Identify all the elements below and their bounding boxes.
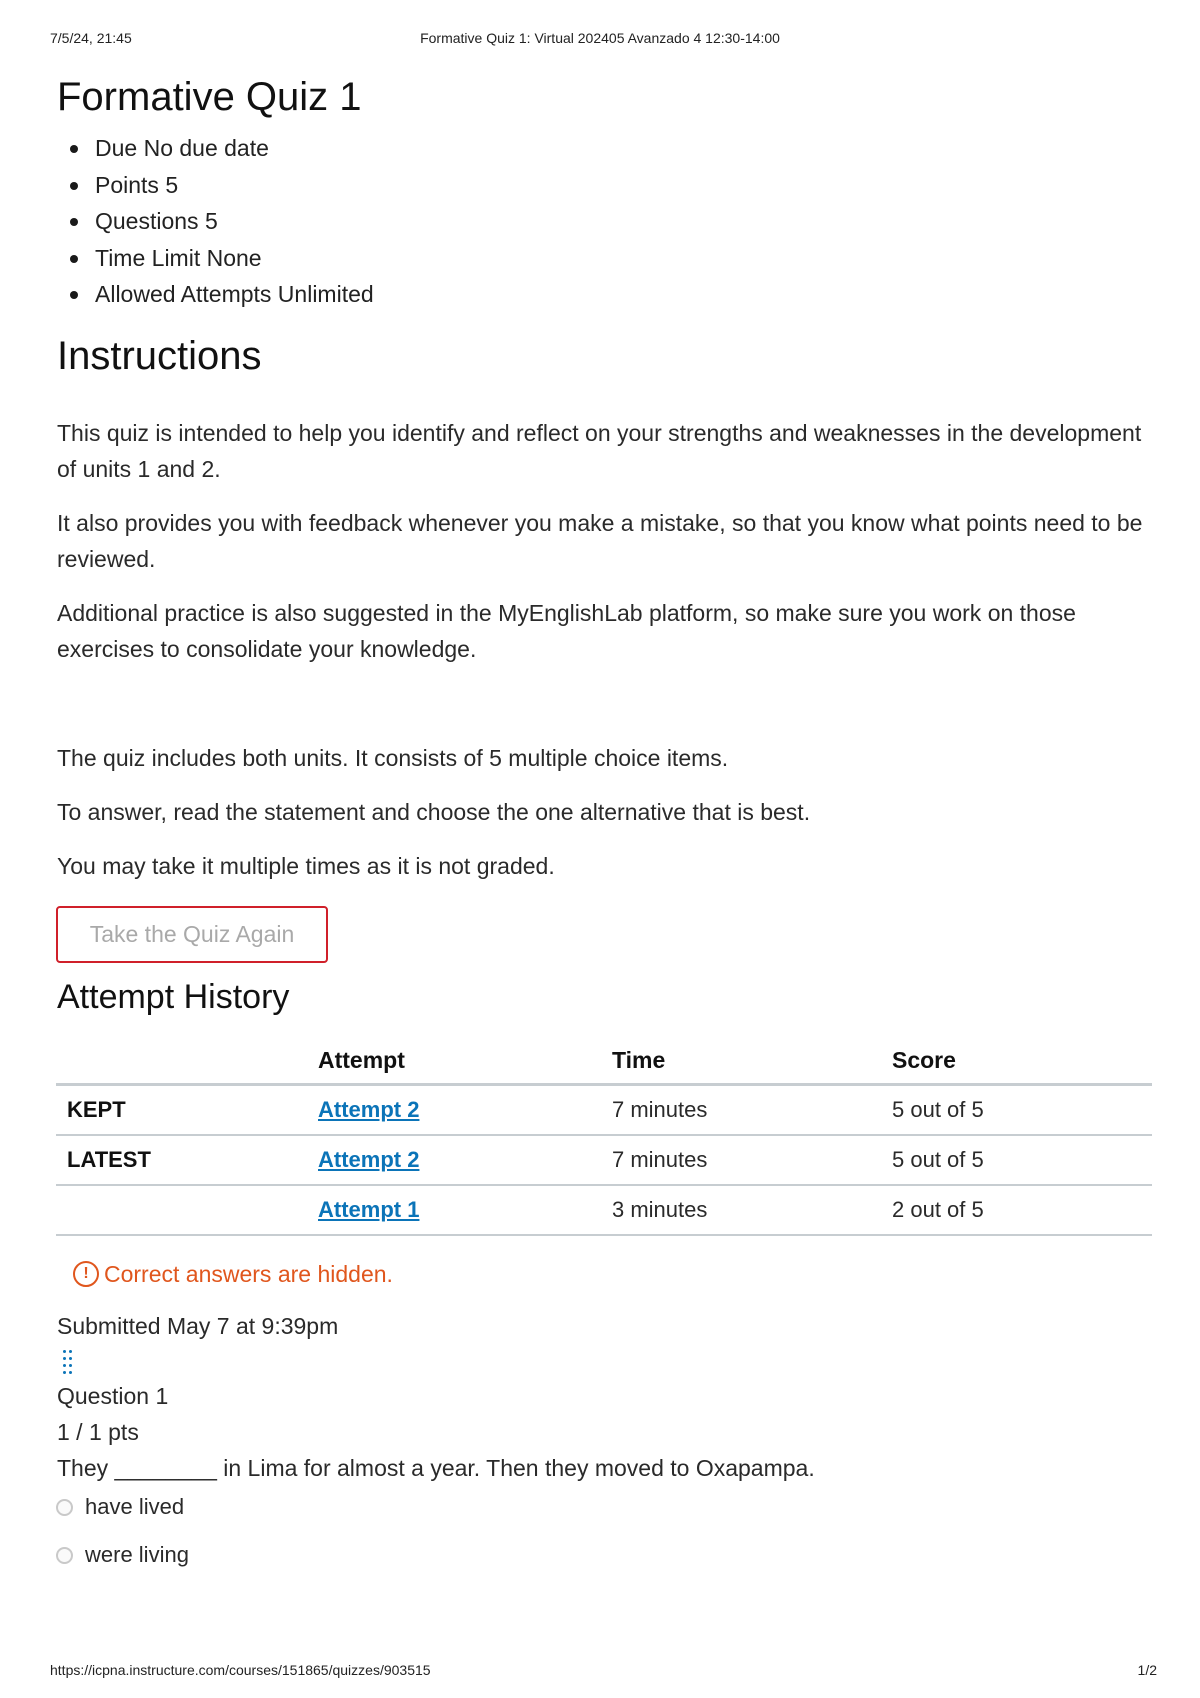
print-datetime: 7/5/24, 21:45 — [50, 30, 132, 46]
attempt-time: 3 minutes — [612, 1185, 892, 1235]
attempt-link[interactable]: Attempt 2 — [318, 1147, 420, 1172]
attempt-status: LATEST — [56, 1135, 318, 1185]
column-header-time: Time — [612, 1037, 892, 1085]
radio-button[interactable] — [56, 1499, 73, 1516]
quiz-title: Formative Quiz 1 — [57, 75, 362, 119]
bullet-icon — [70, 182, 78, 190]
column-header-attempt: Attempt — [318, 1037, 612, 1085]
drag-handle-icon[interactable] — [61, 1348, 75, 1374]
instructions-heading: Instructions — [57, 333, 262, 378]
print-footer — [0, 1662, 1200, 1682]
instructions-paragraph: It also provides you with feedback whenever you make a mistake, so that you know what points need to be reviewed. — [57, 509, 1143, 572]
attempt-time: 7 minutes — [612, 1135, 892, 1185]
print-page-title: Formative Quiz 1: Virtual 202405 Avanzado 4 12:30-14:00 — [420, 30, 780, 46]
attempt-score: 5 out of 5 — [892, 1085, 1152, 1136]
print-url: https://icpna.instructure.com/courses/151865/quizzes/903515 — [50, 1662, 431, 1678]
column-header-status — [56, 1037, 318, 1085]
table-row — [56, 1185, 1152, 1235]
submitted-timestamp: Submitted May 7 at 9:39pm — [57, 1313, 339, 1339]
answer-option-label: have lived — [85, 1494, 185, 1519]
quiz-details-list — [57, 130, 1152, 313]
attempt-score: 2 out of 5 — [892, 1185, 1152, 1235]
answer-options — [57, 1490, 1152, 1572]
answer-option-label: were living — [85, 1542, 189, 1567]
attempt-score: 5 out of 5 — [892, 1135, 1152, 1185]
quiz-detail-due: Due No due date — [57, 130, 1152, 167]
attempt-status: KEPT — [56, 1085, 318, 1136]
attempt-status — [56, 1185, 318, 1235]
attempt-history-table — [56, 1037, 1152, 1236]
table-row — [56, 1085, 1152, 1136]
attempt-time: 7 minutes — [612, 1085, 892, 1136]
take-quiz-again-button[interactable]: Take the Quiz Again — [56, 906, 328, 963]
attempt-link[interactable]: Attempt 1 — [318, 1197, 420, 1222]
quiz-detail-time-limit: Time Limit None — [57, 240, 1152, 277]
question-points: 1 / 1 pts — [57, 1419, 139, 1445]
warning-circle-icon: ! — [73, 1261, 99, 1287]
quiz-detail-questions: Questions 5 — [57, 203, 1152, 240]
instructions-paragraph: To answer, read the statement and choose the one alternative that is best. — [57, 799, 811, 825]
bullet-icon — [70, 291, 78, 299]
instructions-paragraph: You may take it multiple times as it is not graded. — [57, 852, 555, 879]
column-header-score: Score — [892, 1037, 1152, 1085]
quiz-detail-attempts: Allowed Attempts Unlimited — [57, 276, 1152, 313]
table-row — [56, 1135, 1152, 1185]
bullet-icon — [70, 218, 78, 226]
notice-text: Correct answers are hidden. — [104, 1260, 393, 1287]
attempt-link[interactable]: Attempt 2 — [318, 1097, 420, 1122]
question-number: Question 1 — [57, 1383, 169, 1409]
print-header — [0, 30, 1200, 50]
instructions-paragraph: Additional practice is also suggested in the MyEnglishLab platform, so make sure you work on those exercises to consolidate your knowledge. — [57, 599, 1076, 662]
bullet-icon — [70, 145, 78, 153]
bullet-icon — [70, 255, 78, 263]
attempt-history-heading: Attempt History — [57, 978, 290, 1016]
correct-answers-hidden-notice — [73, 1258, 1152, 1290]
radio-button[interactable] — [56, 1547, 73, 1564]
instructions-paragraph: This quiz is intended to help you identify and reflect on your strengths and weaknesses in the development of units 1 and 2. — [57, 419, 1142, 482]
print-page-number: 1/2 — [1137, 1662, 1157, 1678]
instructions-paragraph: The quiz includes both units. It consists of 5 multiple choice items. — [57, 744, 729, 771]
answer-option[interactable] — [56, 1490, 1152, 1524]
question-text: They ________ in Lima for almost a year. Then they moved to Oxapampa. — [57, 1455, 815, 1481]
quiz-content — [57, 70, 1152, 1586]
table-header-row — [56, 1037, 1152, 1085]
quiz-detail-points: Points 5 — [57, 167, 1152, 204]
answer-option[interactable] — [56, 1538, 1152, 1572]
